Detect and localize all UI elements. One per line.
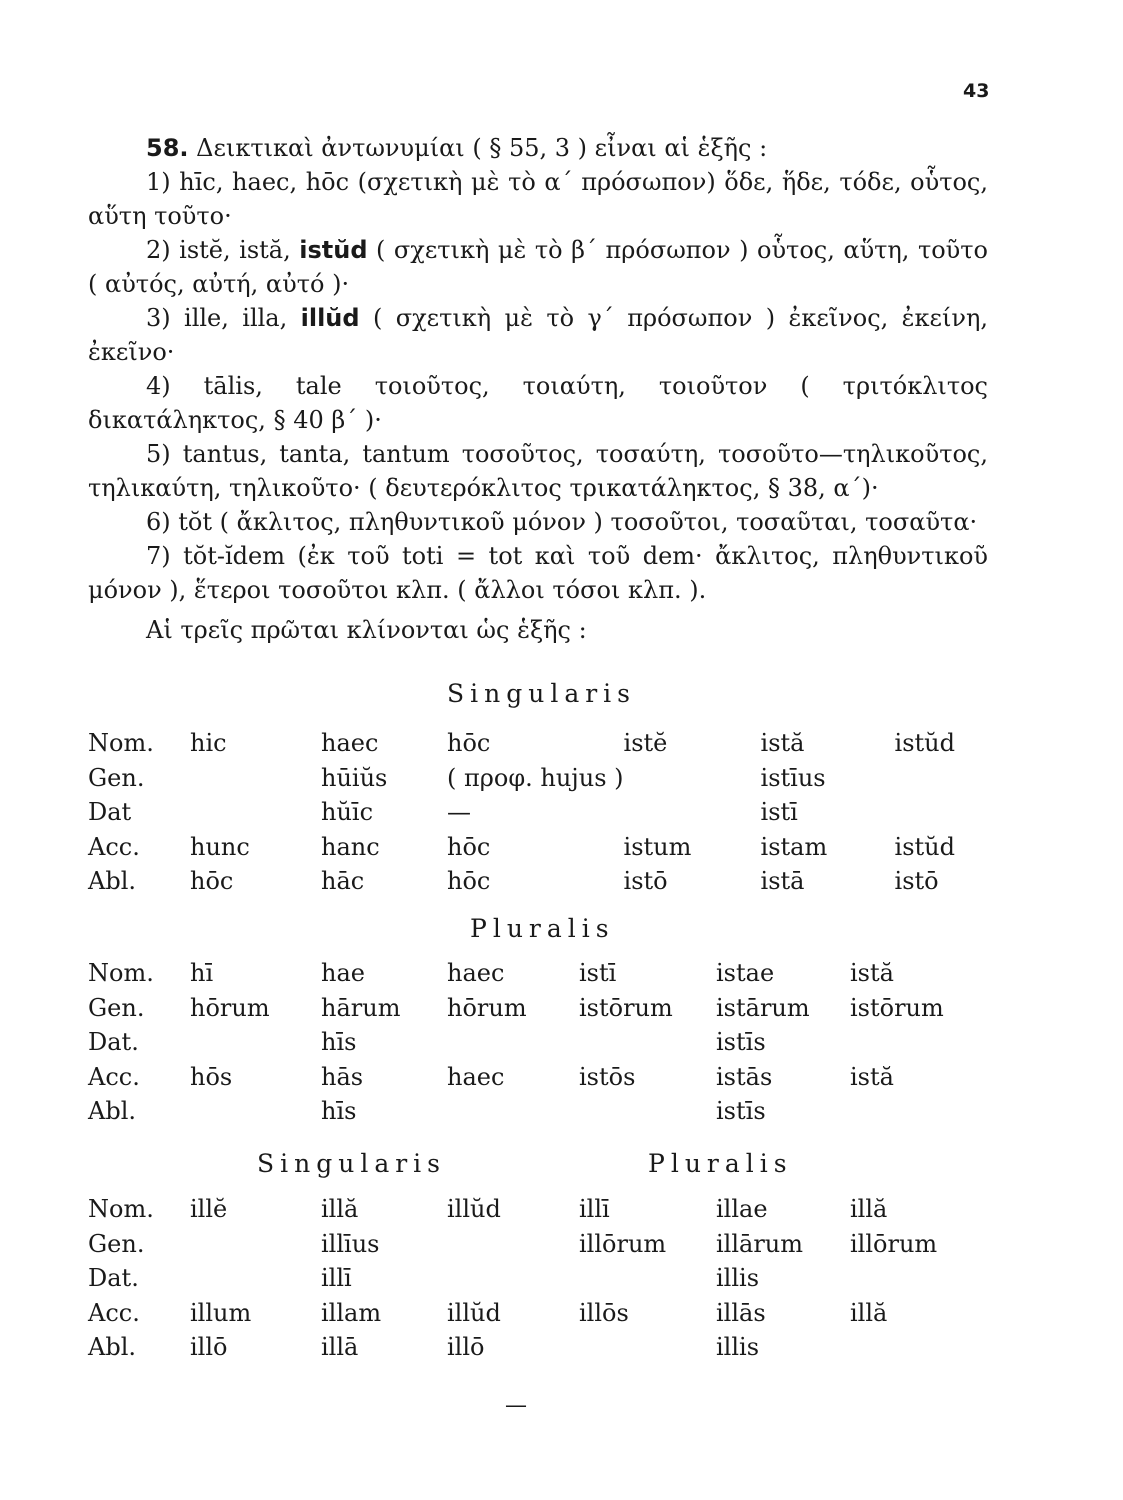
form-cell: istās [716, 1062, 773, 1091]
form-cell: hōc [447, 832, 491, 861]
form-cell: hī [190, 959, 214, 988]
item-number: 6) [146, 508, 171, 536]
form-cell: haec [321, 729, 379, 758]
form-cell [579, 1261, 716, 1296]
form-cell: illōs [579, 1298, 629, 1327]
item-2 [88, 233, 988, 301]
form-cell: hŭīc [321, 798, 374, 827]
form-cell: illis [716, 1333, 760, 1362]
form-cell: istārum [716, 993, 810, 1022]
table-row [88, 761, 1035, 796]
item-bold-form: istŭd [299, 236, 368, 264]
form-cell [579, 1330, 716, 1365]
form-cell [850, 1330, 990, 1365]
form-cell: istīus [760, 763, 826, 792]
form-cell: — [447, 798, 471, 827]
form-cell [190, 1261, 321, 1296]
form-cell [447, 1094, 579, 1129]
item-7 [88, 539, 988, 607]
form-cell: istae [716, 959, 775, 988]
hic-iste-plural-table [88, 956, 990, 1129]
case-label: Nom. [88, 1195, 154, 1224]
form-cell: illae [716, 1195, 768, 1224]
table-row [88, 795, 1035, 830]
form-cell: istō [894, 867, 939, 896]
form-cell: hōs [190, 1062, 233, 1091]
form-cell: hārum [321, 993, 401, 1022]
form-cell: illŭd [447, 1195, 501, 1224]
form-cell: illās [716, 1298, 766, 1327]
form-cell: istōs [579, 1062, 636, 1091]
item-number: 4) [146, 372, 171, 400]
form-cell: istă [760, 729, 805, 758]
form-cell: illŭd [447, 1298, 501, 1327]
item-text: tŏt ( ἄκλιτος, πληθυντικοῦ μόνον ) τοσοῦτοι, τοσαῦται, τοσαῦτα· [178, 508, 978, 536]
form-cell: illum [190, 1298, 252, 1327]
form-cell: istā [760, 867, 805, 896]
case-label: Gen. [88, 993, 145, 1022]
form-cell: hōc [447, 729, 491, 758]
form-cell [579, 1025, 716, 1060]
page-number: 43 [963, 80, 990, 102]
table-row [88, 956, 990, 991]
item-number: 7) [146, 542, 171, 570]
item-4 [88, 369, 988, 437]
form-cell: illō [447, 1333, 485, 1362]
form-cell: illōrum [850, 1229, 938, 1258]
item-number: 3) [146, 304, 171, 332]
form-cell: illīus [321, 1229, 380, 1258]
pluralis-heading: Pluralis [470, 914, 615, 943]
form-cell: illă [321, 1195, 359, 1224]
item-text: tantus, tanta, tantum τοσοῦτος, τοσαύτη, τοσοῦτο—τηλικοῦτος, τηλικαύτη, τηλικοῦτο· ( δευτερόκλιτος τρικατάληκτος, § 38, α΄)· [88, 440, 988, 502]
item-text: hīc, haec, hōc (σχετικὴ μὲ τὸ α΄ πρόσωπον) ὅδε, ἥδε, τόδε, οὗτος, αὕτη τοῦτο· [88, 168, 988, 230]
form-cell [624, 795, 761, 830]
table-row [88, 1227, 990, 1262]
item-number: 1) [146, 168, 171, 196]
form-cell [190, 795, 321, 830]
form-cell: hīs [321, 1028, 357, 1057]
item-forms: istĕ, istă, [179, 236, 300, 264]
form-cell: illōrum [579, 1229, 667, 1258]
table-row [88, 1025, 990, 1060]
form-cell: haec [447, 959, 505, 988]
form-cell [895, 761, 1035, 796]
form-cell: istīs [716, 1097, 766, 1126]
form-cell [190, 1025, 321, 1060]
form-cell: hae [321, 959, 365, 988]
case-label: Nom. [88, 729, 154, 758]
table-row [88, 1060, 990, 1095]
case-label: Acc. [88, 1062, 140, 1091]
case-label: Acc. [88, 1298, 140, 1327]
table-row [88, 1261, 990, 1296]
case-label: Nom. [88, 959, 154, 988]
form-cell: ( προφ. hujus ) [447, 763, 624, 792]
hic-iste-singular-table [88, 726, 1035, 899]
form-cell: istĕ [623, 729, 668, 758]
form-cell: illō [190, 1333, 228, 1362]
form-cell: illī [579, 1195, 610, 1224]
form-cell [190, 1227, 321, 1262]
case-label: Gen. [88, 1229, 145, 1258]
form-cell: illĕ [190, 1195, 228, 1224]
table-row [88, 1192, 990, 1227]
table-row [88, 830, 1035, 865]
form-cell: illă [850, 1195, 888, 1224]
form-cell: illis [716, 1264, 760, 1293]
form-cell: istŭd [894, 832, 955, 861]
item-text: ( σχετικὴ μὲ τὸ γ΄ πρόσωπον ) ἐκεῖνος, ἐκείνη, ἐκεῖνο· [88, 304, 988, 366]
form-cell [850, 1094, 990, 1129]
form-cell [447, 1025, 579, 1060]
item-bold-form: illŭd [300, 304, 360, 332]
ille-singularis-heading: Singularis [257, 1149, 447, 1178]
form-cell [850, 1025, 990, 1060]
form-cell: istīs [716, 1028, 766, 1057]
form-cell: istōrum [850, 993, 944, 1022]
form-cell: hāc [321, 867, 365, 896]
form-cell: illam [321, 1298, 382, 1327]
item-5 [88, 437, 988, 505]
case-label: Abl. [88, 1097, 136, 1126]
form-cell: hōrum [190, 993, 270, 1022]
item-number: 5) [146, 440, 171, 468]
form-cell: hic [190, 729, 227, 758]
form-cell: hās [321, 1062, 364, 1091]
table-row [88, 1094, 990, 1129]
form-cell [850, 1261, 990, 1296]
form-cell: istă [850, 1062, 894, 1091]
closing-dash: — [505, 1393, 527, 1418]
form-cell: hunc [190, 832, 250, 861]
form-cell: illārum [716, 1229, 804, 1258]
form-cell [624, 761, 761, 796]
item-forms: ille, illa, [184, 304, 301, 332]
form-cell: istī [760, 798, 798, 827]
form-cell: hanc [321, 832, 380, 861]
table-row [88, 991, 990, 1026]
section-heading [88, 131, 988, 165]
item-text: ( σχετικὴ μὲ τὸ β΄ πρόσωπον ) οὗτος, αὕτη, τοῦτο ( αὐτός, αὐτή, αὐτό )· [88, 236, 988, 298]
section-number: 58. [146, 134, 189, 162]
case-label: Abl. [88, 1333, 136, 1362]
form-cell: illī [321, 1264, 352, 1293]
item-text: tālis, tale τοιοῦτος, τοιαύτη, τοιοῦτον ( τριτόκλιτος δικατάληκτος, § 40 β΄ )· [88, 372, 988, 434]
form-cell: illā [321, 1333, 359, 1362]
item-6 [88, 505, 988, 539]
form-cell [190, 1094, 321, 1129]
section-heading-text: Δεικτικαὶ ἀντωνυμίαι ( § 55, 3 ) εἶναι αἱ ἑξῆς : [196, 134, 768, 162]
case-label: Abl. [88, 867, 136, 896]
form-cell: istō [623, 867, 668, 896]
item-text: tŏt-ĭdem (ἐκ τοῦ toti = tot καὶ τοῦ dem· ἄκλιτος, πληθυντικοῦ μόνον ), ἕτεροι τοσοῦτοι κλπ. ( ἄλλοι τόσοι κλπ. ). [88, 542, 988, 604]
form-cell [447, 1227, 579, 1262]
form-cell: hīs [321, 1097, 357, 1126]
item-number: 2) [146, 236, 171, 264]
form-cell: istă [850, 959, 894, 988]
form-cell: istum [623, 832, 692, 861]
case-label: Dat [88, 798, 132, 827]
form-cell: hōrum [447, 993, 527, 1022]
case-label: Dat. [88, 1264, 139, 1293]
singularis-heading: Singularis [447, 679, 637, 708]
form-cell: hōc [447, 867, 491, 896]
form-cell: istī [579, 959, 617, 988]
form-cell [190, 761, 321, 796]
form-cell: istam [760, 832, 828, 861]
form-cell: hōc [190, 867, 234, 896]
table-row [88, 726, 1035, 761]
form-cell: istōrum [579, 993, 673, 1022]
form-cell [447, 1261, 579, 1296]
table-row [88, 1330, 990, 1365]
form-cell: haec [447, 1062, 505, 1091]
form-cell [579, 1094, 716, 1129]
case-label: Acc. [88, 832, 140, 861]
declension-intro: Αἱ τρεῖς πρῶται κλίνονται ὡς ἑξῆς : [146, 616, 587, 644]
item-1 [88, 165, 988, 233]
table-row [88, 1296, 990, 1331]
ille-pluralis-heading: Pluralis [648, 1149, 793, 1178]
form-cell: istŭd [894, 729, 955, 758]
table-row [88, 864, 1035, 899]
form-cell: illă [850, 1298, 888, 1327]
case-label: Gen. [88, 763, 145, 792]
form-cell: hūiŭs [321, 763, 388, 792]
form-cell [895, 795, 1035, 830]
ille-table [88, 1192, 990, 1365]
item-3 [88, 301, 988, 369]
case-label: Dat. [88, 1028, 139, 1057]
